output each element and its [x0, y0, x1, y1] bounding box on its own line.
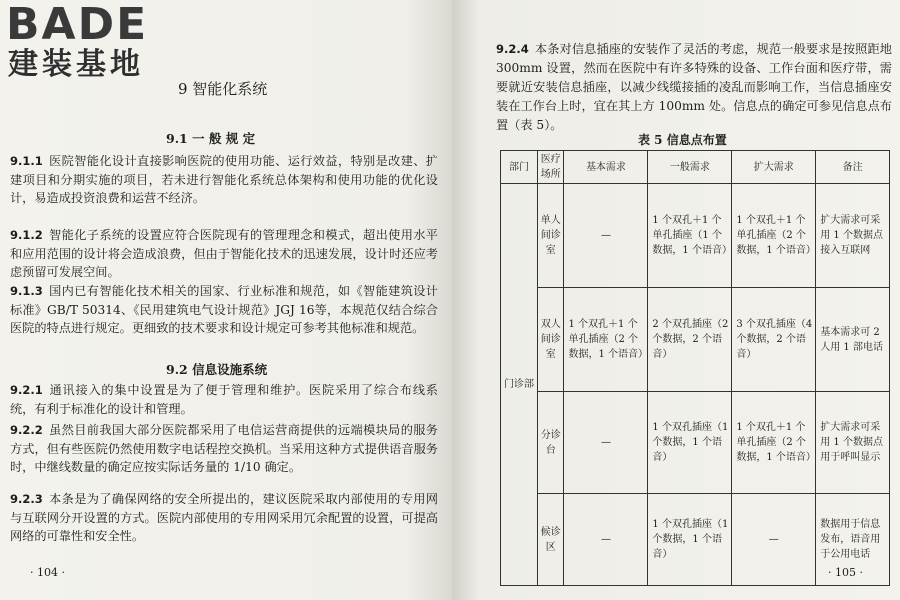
header-general: 一般需求	[648, 151, 732, 184]
table-header-row	[501, 151, 890, 184]
general-cell: 1 个双孔插座（1 个数据，1 个语音）	[648, 494, 732, 586]
extended-cell: —	[732, 494, 816, 586]
header-place: 医疗场所	[538, 151, 564, 184]
place-cell: 双人间诊室	[538, 288, 564, 392]
header-dept: 部门	[501, 151, 538, 184]
clause-text: 本条是为了确保网络的安全所提出的，建议医院采取内部使用的专用网与互联网分开设置的方式。医院内部使用的专用网采用冗余配置的设置，可提高网络的可靠性和安全性。	[10, 492, 438, 543]
logo-subtitle: 建装基地	[8, 47, 144, 82]
bade-logo	[6, 2, 184, 84]
clause-9-2-4	[496, 40, 892, 135]
clause-number: 9.2.4	[496, 42, 529, 56]
table-row	[501, 392, 890, 494]
clause-number: 9.2.1	[10, 383, 43, 397]
clause-number: 9.2.2	[10, 423, 43, 437]
place-cell: 单人间诊室	[538, 184, 564, 288]
note-cell: 数据用于信息发布，语音用于公用电话	[816, 494, 890, 586]
general-cell: 2 个双孔插座（2 个数据，2 个语音）	[648, 288, 732, 392]
basic-cell: —	[564, 494, 648, 586]
chapter-title: 9 智能化系统	[178, 80, 268, 98]
section-9-2-title: 9.2 信息设施系统	[166, 362, 268, 377]
header-extended: 扩大需求	[732, 151, 816, 184]
page-number-right: · 105 ·	[828, 566, 863, 579]
extended-cell: 3 个双孔插座（4 个数据，2 个语音）	[732, 288, 816, 392]
basic-cell: —	[564, 392, 648, 494]
clause-9-2-2	[10, 421, 438, 477]
note-cell: 基本需求可 2 人用 1 部电话	[816, 288, 890, 392]
clause-text: 通讯接入的集中设置是为了便于管理和维护。医院采用了综合布线系统，有利于标准化的设计和管理。	[10, 383, 438, 416]
clause-number: 9.2.3	[10, 492, 43, 506]
clause-text: 虽然目前我国大部分医院都采用了电信运营商提供的远端模块局的服务方式，但有些医院仍然使用数字电话程控交换机。当采用这种方式提供语音服务时，中继线数量的确定应按实际话务量的 1/10 确定。	[10, 423, 438, 474]
right-page	[452, 0, 900, 600]
dept-cell: 门诊部	[501, 184, 538, 586]
basic-cell: 1 个双孔＋1 个单孔插座（2 个数据，1 个语音）	[564, 288, 648, 392]
clause-9-2-3	[10, 490, 438, 546]
logo-word: BADE	[6, 0, 149, 50]
clause-text: 本条对信息插座的安装作了灵活的考虑，规范一般要求是按照距地 300mm 设置，然而在医院中有许多特殊的设备、工作台面和医疗带，需要就近安装信息插座，以减少线缆接插的凌乱而影响工作，当信息插座安装在工作台上时，宜在其上方 100mm 处。信息点的确定可参见信息点布置（表 5）。	[496, 42, 892, 132]
clause-number: 9.1.2	[10, 228, 43, 242]
clause-9-1-1	[10, 152, 438, 208]
extended-cell: 1 个双孔＋1 个单孔插座（2 个数据，1 个语音）	[732, 392, 816, 494]
table-row	[501, 184, 890, 288]
basic-cell: —	[564, 184, 648, 288]
place-cell: 候诊区	[538, 494, 564, 586]
general-cell: 1 个双孔＋1 个单孔插座（1 个数据，1 个语音）	[648, 184, 732, 288]
clause-text: 医院智能化设计直接影响医院的使用功能、运行效益，特别是改建、扩建项目和分期实施的项目，若未进行智能化系统总体架构和使用功能的优化设计，易造成投资浪费和运营不经济。	[10, 154, 438, 205]
place-cell: 分诊台	[538, 392, 564, 494]
table-caption: 表 5 信息点布置	[638, 133, 727, 147]
clause-number: 9.1.1	[10, 154, 43, 168]
clause-number: 9.1.3	[10, 284, 43, 298]
note-cell: 扩大需求可采用 1 个数据点接入互联网	[816, 184, 890, 288]
clause-9-1-3	[10, 282, 438, 338]
general-cell: 1 个双孔插座（1 个数据，1 个语音）	[648, 392, 732, 494]
clause-9-2-1	[10, 381, 438, 418]
info-point-table	[500, 150, 890, 586]
clause-text: 国内已有智能化技术相关的国家、行业标准和规范，如《智能建筑设计标准》GB/T 50314、《民用建筑电气设计规范》JGJ 16等，本规范仅结合综合医院的特点进行规定。更细致的技术要求和设计规定可参考其他标准和规范。	[10, 284, 438, 335]
table-row	[501, 288, 890, 392]
page-number-left: · 104 ·	[30, 566, 65, 579]
clause-9-1-2	[10, 226, 438, 282]
header-note: 备注	[816, 151, 890, 184]
header-basic: 基本需求	[564, 151, 648, 184]
clause-text: 智能化子系统的设置应符合医院现有的管理理念和模式，超出使用水平和应用范围的设计将会造成浪费，但由于智能化技术的迅速发展，设计时还应考虑预留可发展空间。	[10, 228, 438, 279]
note-cell: 扩大需求可采用 1 个数据点用于呼叫显示	[816, 392, 890, 494]
section-9-1-title: 9.1 一 般 规 定	[166, 131, 256, 146]
extended-cell: 1 个双孔＋1 个单孔插座（2 个数据，1 个语音）	[732, 184, 816, 288]
